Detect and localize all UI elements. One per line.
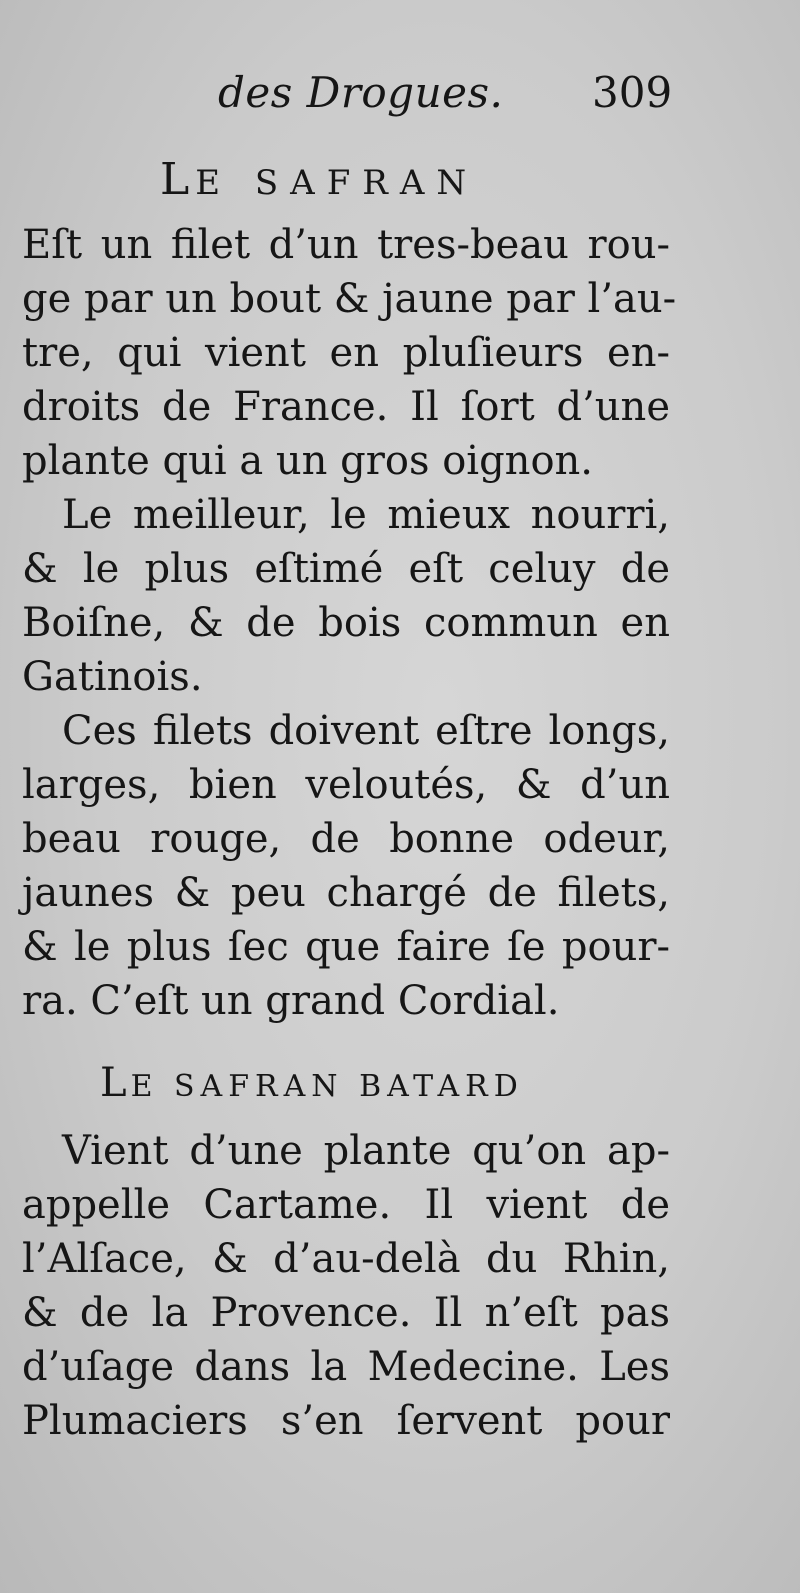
text-line: Gatinois. — [22, 654, 203, 700]
heading-rest: E SAFRAN — [195, 163, 479, 203]
paragraph — [22, 218, 677, 488]
text-line: jaunes & peu chargé de filets, — [22, 870, 670, 916]
section-body — [22, 218, 677, 1028]
text-line: & le plus eſtimé eſt celuy de — [22, 546, 670, 592]
heading-initial: L — [100, 1060, 131, 1106]
text-line: l’Alſace, & d’au-delà du Rhin, — [22, 1236, 670, 1282]
text-line: plante qui a un gros oignon. — [22, 438, 593, 484]
section-heading — [160, 154, 478, 205]
heading-initial: L — [160, 154, 196, 205]
text-line: ra. C’eſt un grand Cordial. — [22, 978, 560, 1024]
text-line: appelle Cartame. Il vient de — [22, 1182, 670, 1228]
text-line: ge par un bout & jaune par l’au- — [22, 276, 677, 322]
text-line: Boiſne, & de bois commun en — [22, 600, 670, 646]
page-header — [0, 68, 800, 128]
text-line: Eſt un filet d’un tres-beau rou- — [22, 222, 670, 268]
running-title: des Drogues. — [218, 68, 504, 117]
section-body — [22, 1124, 670, 1448]
text-line: tre, qui vient en pluſieurs en- — [22, 330, 670, 376]
section-heading — [100, 1060, 524, 1106]
text-line: & de la Provence. Il n’eſt pas — [22, 1290, 670, 1336]
text-line: Plumaciers s’en ſervent pour — [22, 1398, 670, 1444]
text-line: Ces filets doivent eſtre longs, — [62, 708, 670, 754]
paragraph — [22, 1124, 670, 1448]
text-line: & le plus ſec que faire ſe pour- — [22, 924, 670, 970]
page-number: 309 — [592, 68, 673, 117]
paragraph — [22, 704, 670, 1028]
text-line: larges, bien veloutés, & d’un — [22, 762, 670, 808]
text-line: Vient d’une plante qu’on ap- — [62, 1128, 670, 1174]
heading-rest: E SAFRAN BATARD — [130, 1069, 524, 1104]
text-line: d’uſage dans la Medecine. Les — [22, 1344, 670, 1390]
text-line: Le meilleur, le mieux nourri, — [62, 492, 670, 538]
paragraph — [22, 488, 670, 704]
text-line: droits de France. Il ſort d’une — [22, 384, 670, 430]
text-line: beau rouge, de bonne odeur, — [22, 816, 670, 862]
